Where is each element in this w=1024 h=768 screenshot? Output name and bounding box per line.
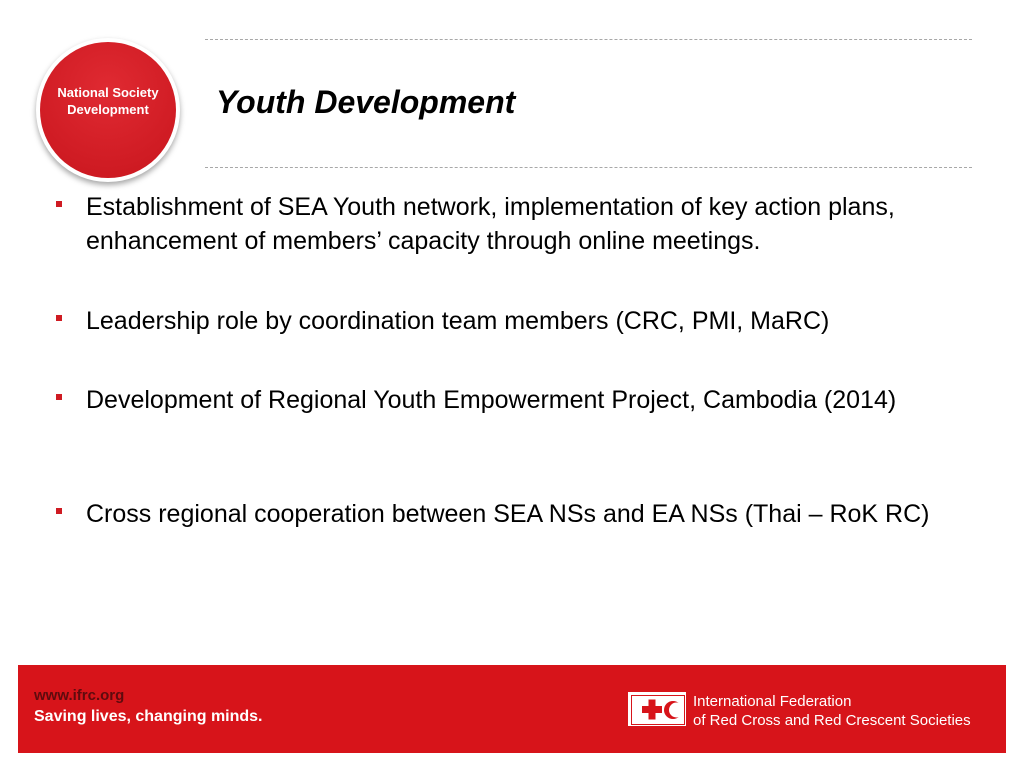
section-badge-label: National Society Development <box>57 85 159 117</box>
bullet-square-icon <box>56 508 62 514</box>
org-name-line1: International Federation <box>693 693 852 710</box>
footer-slogan: Saving lives, changing minds. <box>34 708 263 725</box>
bullet-text: Development of Regional Youth Empowerment Project, Cambodia (2014) <box>86 386 897 414</box>
bullet-text: Establishment of SEA Youth network, implementation of key action plans, enhancement of members’ capacity through online meetings. <box>86 193 895 255</box>
bullet-text: Leadership role by coordination team members (CRC, PMI, MaRC) <box>86 307 830 335</box>
bullet-square-icon <box>56 201 62 207</box>
bullet-square-icon <box>56 394 62 400</box>
header-divider-bottom <box>205 167 972 168</box>
org-name-line2: of Red Cross and Red Crescent Societies <box>693 712 971 729</box>
bullet-square-icon <box>56 315 62 321</box>
footer-bar <box>18 665 1006 753</box>
section-badge-circle <box>40 42 176 178</box>
logo-emblem-icon <box>629 693 687 727</box>
red-cross-red-crescent-logo-icon <box>628 692 686 726</box>
slide-title: Youth Development <box>216 84 516 120</box>
section-badge <box>36 38 180 182</box>
footer-url-link[interactable]: www.ifrc.org <box>34 687 125 704</box>
header-divider-top <box>205 39 972 40</box>
bullet-text: Cross regional cooperation between SEA NSs and EA NSs (Thai – RoK RC) <box>86 500 930 528</box>
